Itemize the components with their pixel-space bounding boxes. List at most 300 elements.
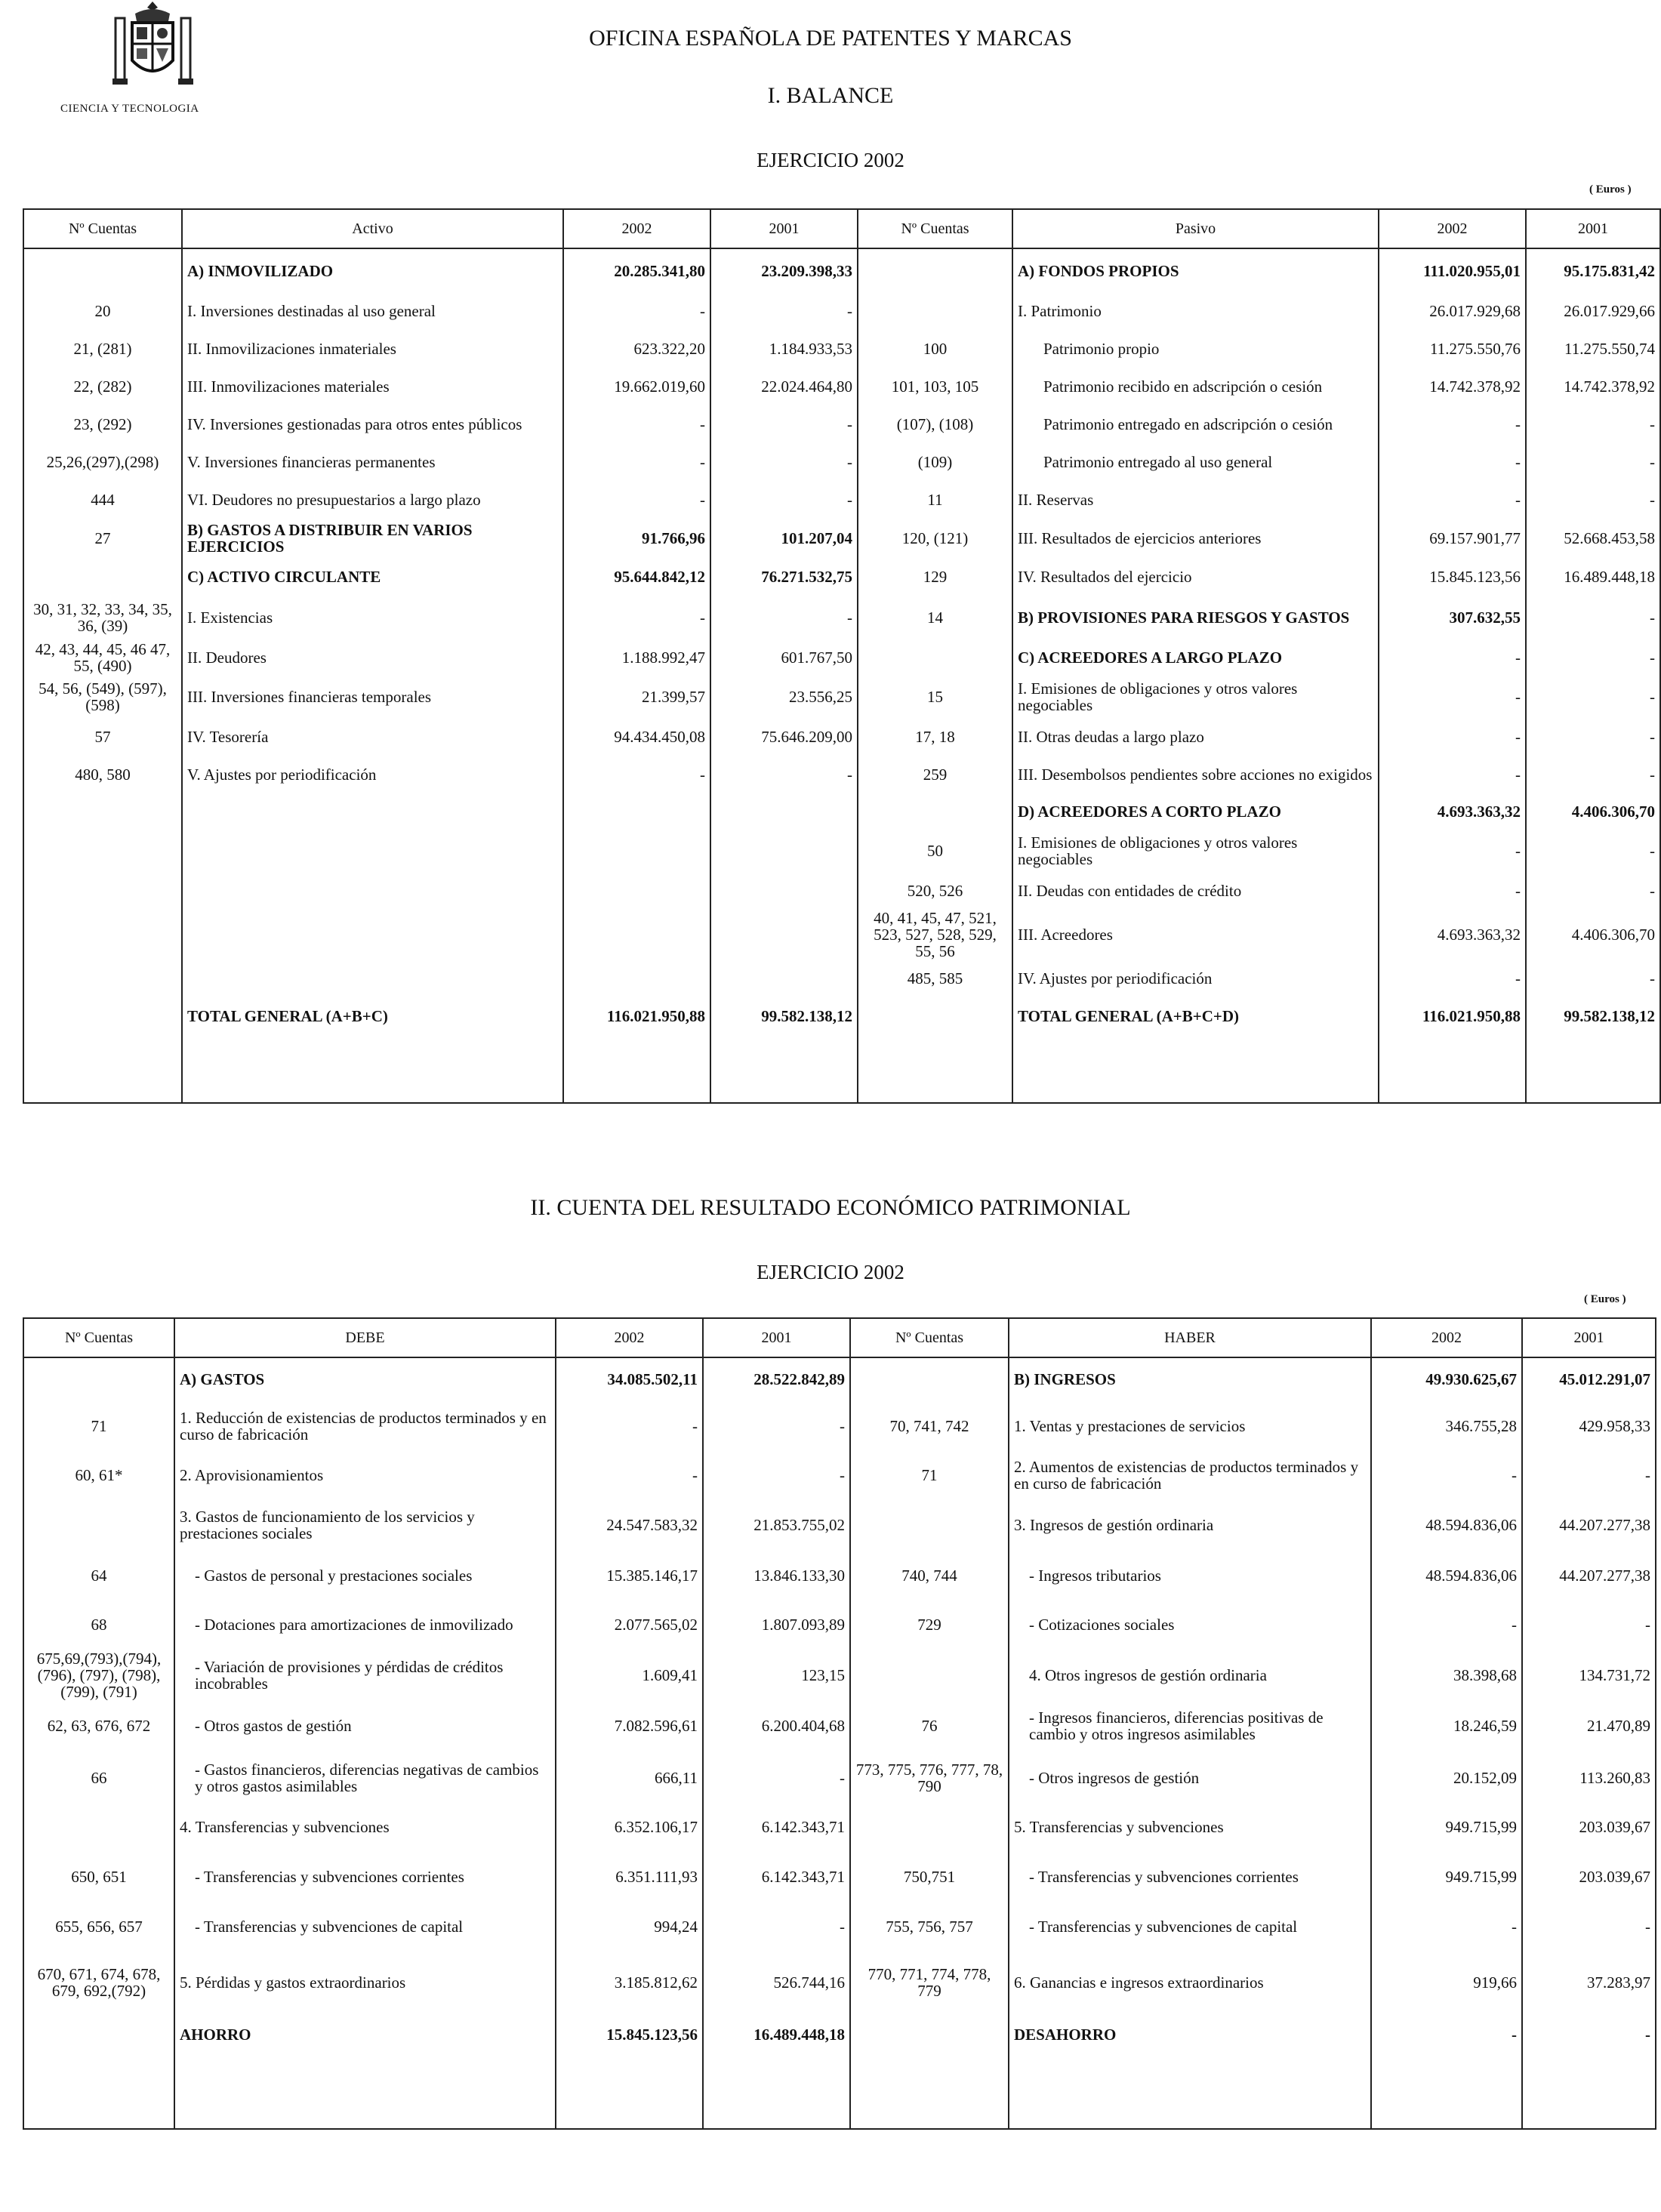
table-row <box>23 1650 1656 1700</box>
result-cell: 49.930.625,67 <box>1371 1357 1522 1400</box>
balance-cell: 69.157.901,77 <box>1379 519 1526 558</box>
balance-cell <box>23 793 182 830</box>
result-cell: 48.594.836,06 <box>1371 1552 1522 1599</box>
result-cell: 770, 771, 774, 778, 779 <box>850 1949 1009 2016</box>
balance-cell: 14.742.378,92 <box>1379 368 1526 405</box>
balance-header-cell: Nº Cuentas <box>23 209 182 248</box>
balance-title: I. BALANCE <box>767 83 894 108</box>
balance-cell: III. Acreedores <box>1012 910 1379 960</box>
balance-cell: II. Deudas con entidades de crédito <box>1012 872 1379 910</box>
balance-cell <box>563 872 710 910</box>
result-cell: 729 <box>850 1599 1009 1650</box>
table-row <box>23 2016 1656 2129</box>
result-cell: 38.398,68 <box>1371 1650 1522 1700</box>
result-cell: 6. Ganancias e ingresos extraordinarios <box>1009 1949 1371 2016</box>
balance-cell: 20 <box>23 292 182 330</box>
balance-cell: 20.285.341,80 <box>563 248 710 292</box>
balance-cell: V. Inversiones financieras permanentes <box>182 443 563 481</box>
balance-cell: 15.845.123,56 <box>1379 558 1526 596</box>
balance-cell: - <box>1526 443 1660 481</box>
balance-cell: II. Inmovilizaciones inmateriales <box>182 330 563 368</box>
balance-cell: 94.434.450,08 <box>563 718 710 756</box>
balance-cell <box>710 830 858 872</box>
balance-cell: 307.632,55 <box>1379 596 1526 639</box>
balance-cell: - <box>710 405 858 443</box>
result-cell: - Variación de provisiones y pérdidas de créditos incobrables <box>174 1650 556 1700</box>
balance-cell <box>858 639 1012 676</box>
balance-cell: I. Inversiones destinadas al uso general <box>182 292 563 330</box>
result-cell: 6.142.343,71 <box>703 1850 850 1904</box>
balance-cell: 116.021.950,88 <box>563 997 710 1103</box>
balance-cell: I. Patrimonio <box>1012 292 1379 330</box>
balance-cell: 623.322,20 <box>563 330 710 368</box>
result-cell: 203.039,67 <box>1522 1850 1656 1904</box>
result-cell: 21.853.755,02 <box>703 1498 850 1552</box>
balance-cell: D) ACREEDORES A CORTO PLAZO <box>1012 793 1379 830</box>
balance-cell: TOTAL GENERAL (A+B+C) <box>182 997 563 1103</box>
balance-cell: III. Resultados de ejercicios anteriores <box>1012 519 1379 558</box>
balance-cell <box>563 960 710 997</box>
result-cell: - <box>1522 1904 1656 1949</box>
result-cell: 18.246,59 <box>1371 1700 1522 1751</box>
result-cell <box>23 1357 174 1400</box>
balance-header-cell: 2002 <box>563 209 710 248</box>
balance-cell: 21.399,57 <box>563 676 710 718</box>
balance-cell: - <box>1379 756 1526 793</box>
balance-cell: 444 <box>23 481 182 519</box>
balance-cell: - <box>563 596 710 639</box>
balance-cell: Patrimonio entregado al uso general <box>1012 443 1379 481</box>
result-cell: - Gastos de personal y prestaciones sociales <box>174 1552 556 1599</box>
result-cell: 3. Gastos de funcionamiento de los servicios y prestaciones sociales <box>174 1498 556 1552</box>
balance-cell: - <box>1526 830 1660 872</box>
result-title: II. CUENTA DEL RESULTADO ECONÓMICO PATRIMONIAL <box>530 1195 1131 1220</box>
balance-cell: V. Ajustes por periodificación <box>182 756 563 793</box>
balance-cell: 16.489.448,18 <box>1526 558 1660 596</box>
result-cell: 994,24 <box>556 1904 703 1949</box>
balance-cell: Patrimonio recibido en adscripción o cesión <box>1012 368 1379 405</box>
table-row <box>23 960 1660 997</box>
balance-cell: III. Inmovilizaciones materiales <box>182 368 563 405</box>
balance-cell: III. Inversiones financieras temporales <box>182 676 563 718</box>
balance-cell: 23.556,25 <box>710 676 858 718</box>
balance-cell: 99.582.138,12 <box>1526 997 1660 1103</box>
balance-cell <box>23 910 182 960</box>
balance-cell: - <box>710 596 858 639</box>
result-cell: 650, 651 <box>23 1850 174 1904</box>
balance-cell <box>858 997 1012 1103</box>
table-row <box>23 1599 1656 1650</box>
table-row <box>23 1498 1656 1552</box>
balance-cell: 14 <box>858 596 1012 639</box>
balance-cell <box>23 997 182 1103</box>
balance-header-cell: 2001 <box>710 209 858 248</box>
result-cell: 20.152,09 <box>1371 1751 1522 1804</box>
result-cell: 949.715,99 <box>1371 1804 1522 1850</box>
balance-table <box>23 208 1661 1104</box>
table-row <box>23 292 1660 330</box>
result-cell: 44.207.277,38 <box>1522 1498 1656 1552</box>
result-cell: - Cotizaciones sociales <box>1009 1599 1371 1650</box>
table-row <box>23 793 1660 830</box>
balance-cell: III. Desembolsos pendientes sobre acciones no exigidos <box>1012 756 1379 793</box>
result-cell: 429.958,33 <box>1522 1400 1656 1453</box>
balance-cell: IV. Ajustes por periodificación <box>1012 960 1379 997</box>
result-exercise: EJERCICIO 2002 <box>757 1261 904 1283</box>
balance-cell: 111.020.955,01 <box>1379 248 1526 292</box>
result-cell: 62, 63, 676, 672 <box>23 1700 174 1751</box>
result-cell: 346.755,28 <box>1371 1400 1522 1453</box>
table-row <box>23 1400 1656 1453</box>
result-cell: A) GASTOS <box>174 1357 556 1400</box>
table-row <box>23 718 1660 756</box>
balance-cell <box>563 910 710 960</box>
balance-cell: C) ACREEDORES A LARGO PLAZO <box>1012 639 1379 676</box>
result-units: ( Euros ) <box>1584 1293 1626 1305</box>
result-cell: 919,66 <box>1371 1949 1522 2016</box>
balance-cell: 30, 31, 32, 33, 34, 35, 36, (39) <box>23 596 182 639</box>
balance-cell: - <box>563 481 710 519</box>
result-cell: 15.385.146,17 <box>556 1552 703 1599</box>
result-cell: - <box>1522 1599 1656 1650</box>
table-row <box>23 558 1660 596</box>
balance-cell: 101, 103, 105 <box>858 368 1012 405</box>
result-cell: 6.200.404,68 <box>703 1700 850 1751</box>
result-cell: - <box>1371 1599 1522 1650</box>
result-cell: 71 <box>23 1400 174 1453</box>
result-cell: - Ingresos tributarios <box>1009 1552 1371 1599</box>
balance-cell: 27 <box>23 519 182 558</box>
result-cell: AHORRO <box>174 2016 556 2129</box>
result-cell: 1. Ventas y prestaciones de servicios <box>1009 1400 1371 1453</box>
balance-cell: 4.406.306,70 <box>1526 910 1660 960</box>
balance-cell: - <box>1379 718 1526 756</box>
result-cell: 670, 671, 674, 678, 679, 692,(792) <box>23 1949 174 2016</box>
result-cell: 4. Transferencias y subvenciones <box>174 1804 556 1850</box>
balance-cell: VI. Deudores no presupuestarios a largo plazo <box>182 481 563 519</box>
result-header-cell: 2002 <box>1371 1318 1522 1357</box>
result-cell: 1.807.093,89 <box>703 1599 850 1650</box>
balance-cell: 25,26,(297),(298) <box>23 443 182 481</box>
balance-cell: 480, 580 <box>23 756 182 793</box>
result-cell <box>23 1804 174 1850</box>
balance-cell: 95.175.831,42 <box>1526 248 1660 292</box>
result-cell: 134.731,72 <box>1522 1650 1656 1700</box>
balance-cell: I. Emisiones de obligaciones y otros valores negociables <box>1012 830 1379 872</box>
balance-cell <box>710 910 858 960</box>
result-cell: - Otros gastos de gestión <box>174 1700 556 1751</box>
balance-cell: 17, 18 <box>858 718 1012 756</box>
result-cell: 949.715,99 <box>1371 1850 1522 1904</box>
result-cell: 2. Aprovisionamientos <box>174 1453 556 1498</box>
result-header-cell: HABER <box>1009 1318 1371 1357</box>
table-row <box>23 330 1660 368</box>
result-cell: 28.522.842,89 <box>703 1357 850 1400</box>
balance-cell: 100 <box>858 330 1012 368</box>
table-row <box>23 1904 1656 1949</box>
balance-cell: 1.188.992,47 <box>563 639 710 676</box>
balance-cell: IV. Tesorería <box>182 718 563 756</box>
balance-cell: - <box>1379 830 1526 872</box>
result-cell: - Transferencias y subvenciones corrientes <box>174 1850 556 1904</box>
result-cell: 15.845.123,56 <box>556 2016 703 2129</box>
result-cell: 740, 744 <box>850 1552 1009 1599</box>
result-cell: 13.846.133,30 <box>703 1552 850 1599</box>
balance-cell: Patrimonio propio <box>1012 330 1379 368</box>
balance-cell: 99.582.138,12 <box>710 997 858 1103</box>
table-row <box>23 481 1660 519</box>
result-table <box>23 1317 1656 2130</box>
balance-cell: I. Emisiones de obligaciones y otros valores negociables <box>1012 676 1379 718</box>
balance-cell: Patrimonio entregado en adscripción o cesión <box>1012 405 1379 443</box>
result-cell: - Transferencias y subvenciones corrientes <box>1009 1850 1371 1904</box>
result-cell: 37.283,97 <box>1522 1949 1656 2016</box>
balance-cell: 95.644.842,12 <box>563 558 710 596</box>
result-cell: 750,751 <box>850 1850 1009 1904</box>
balance-cell <box>23 960 182 997</box>
balance-cell: II. Deudores <box>182 639 563 676</box>
result-cell: 64 <box>23 1552 174 1599</box>
table-row <box>23 997 1660 1103</box>
balance-cell: - <box>563 292 710 330</box>
balance-cell: 4.693.363,32 <box>1379 910 1526 960</box>
result-cell: 71 <box>850 1453 1009 1498</box>
balance-cell: II. Reservas <box>1012 481 1379 519</box>
balance-exercise: EJERCICIO 2002 <box>757 149 904 171</box>
balance-cell: - <box>1379 443 1526 481</box>
result-cell: - Otros ingresos de gestión <box>1009 1751 1371 1804</box>
balance-cell: 259 <box>858 756 1012 793</box>
result-cell: 3. Ingresos de gestión ordinaria <box>1009 1498 1371 1552</box>
balance-cell: B) PROVISIONES PARA RIESGOS Y GASTOS <box>1012 596 1379 639</box>
table-row <box>23 1700 1656 1751</box>
balance-cell: 54, 56, (549), (597), (598) <box>23 676 182 718</box>
balance-cell: (107), (108) <box>858 405 1012 443</box>
balance-cell <box>182 830 563 872</box>
balance-cell <box>23 558 182 596</box>
result-cell: 6.142.343,71 <box>703 1804 850 1850</box>
balance-cell: 11 <box>858 481 1012 519</box>
table-row <box>23 405 1660 443</box>
result-cell: - <box>1371 2016 1522 2129</box>
balance-cell <box>23 830 182 872</box>
ministry-name: CIENCIA Y TECNOLOGIA <box>60 103 199 115</box>
balance-cell: I. Existencias <box>182 596 563 639</box>
balance-units: ( Euros ) <box>1589 183 1632 196</box>
table-row <box>23 443 1660 481</box>
result-cell: 203.039,67 <box>1522 1804 1656 1850</box>
balance-cell <box>563 830 710 872</box>
balance-cell: TOTAL GENERAL (A+B+C+D) <box>1012 997 1379 1103</box>
balance-cell <box>182 960 563 997</box>
balance-cell: - <box>1526 639 1660 676</box>
balance-cell: 15 <box>858 676 1012 718</box>
result-cell: - <box>1371 1904 1522 1949</box>
balance-cell: - <box>563 756 710 793</box>
result-cell: 526.744,16 <box>703 1949 850 2016</box>
result-cell: DESAHORRO <box>1009 2016 1371 2129</box>
balance-cell: A) FONDOS PROPIOS <box>1012 248 1379 292</box>
result-cell <box>23 2016 174 2129</box>
balance-cell: - <box>1526 405 1660 443</box>
balance-cell: A) INMOVILIZADO <box>182 248 563 292</box>
balance-header-cell: 2001 <box>1526 209 1660 248</box>
result-cell: 60, 61* <box>23 1453 174 1498</box>
table-row <box>23 1453 1656 1498</box>
result-cell <box>850 1804 1009 1850</box>
result-cell: 70, 741, 742 <box>850 1400 1009 1453</box>
result-cell: 16.489.448,18 <box>703 2016 850 2129</box>
table-row <box>23 1751 1656 1804</box>
table-row <box>23 872 1660 910</box>
result-cell: 66 <box>23 1751 174 1804</box>
table-row <box>23 910 1660 960</box>
balance-cell: 485, 585 <box>858 960 1012 997</box>
balance-cell: IV. Resultados del ejercicio <box>1012 558 1379 596</box>
result-cell <box>850 1650 1009 1700</box>
result-cell: 755, 756, 757 <box>850 1904 1009 1949</box>
result-cell: 6.352.106,17 <box>556 1804 703 1850</box>
balance-cell: 120, (121) <box>858 519 1012 558</box>
balance-cell: 40, 41, 45, 47, 521, 523, 527, 528, 529, 55, 56 <box>858 910 1012 960</box>
balance-cell: - <box>563 405 710 443</box>
balance-cell: - <box>1526 676 1660 718</box>
balance-cell <box>858 248 1012 292</box>
balance-cell: 1.184.933,53 <box>710 330 858 368</box>
balance-cell <box>182 872 563 910</box>
balance-cell: 23.209.398,33 <box>710 248 858 292</box>
result-cell: 4. Otros ingresos de gestión ordinaria <box>1009 1650 1371 1700</box>
result-header-cell: 2002 <box>556 1318 703 1357</box>
result-cell: 7.082.596,61 <box>556 1700 703 1751</box>
result-cell: 1. Reducción de existencias de productos terminados y en curso de fabricación <box>174 1400 556 1453</box>
balance-cell <box>858 793 1012 830</box>
balance-cell: - <box>563 443 710 481</box>
balance-cell: 601.767,50 <box>710 639 858 676</box>
result-cell: 1.609,41 <box>556 1650 703 1700</box>
balance-cell <box>23 248 182 292</box>
balance-cell: 116.021.950,88 <box>1379 997 1526 1103</box>
result-cell: 5. Pérdidas y gastos extraordinarios <box>174 1949 556 2016</box>
balance-cell: 129 <box>858 558 1012 596</box>
result-cell: 5. Transferencias y subvenciones <box>1009 1804 1371 1850</box>
balance-cell: 50 <box>858 830 1012 872</box>
balance-cell: 76.271.532,75 <box>710 558 858 596</box>
balance-cell: 91.766,96 <box>563 519 710 558</box>
result-cell <box>850 1498 1009 1552</box>
balance-cell: 11.275.550,74 <box>1526 330 1660 368</box>
balance-cell: - <box>1379 676 1526 718</box>
balance-cell: B) GASTOS A DISTRIBUIR EN VARIOS EJERCICIOS <box>182 519 563 558</box>
result-cell: - <box>556 1400 703 1453</box>
table-row <box>23 519 1660 558</box>
balance-cell: - <box>1526 960 1660 997</box>
result-cell: 666,11 <box>556 1751 703 1804</box>
balance-cell: 4.693.363,32 <box>1379 793 1526 830</box>
result-cell: - Ingresos financieros, diferencias positivas de cambio y otros ingresos asimilables <box>1009 1700 1371 1751</box>
result-cell: 3.185.812,62 <box>556 1949 703 2016</box>
result-header-cell: Nº Cuentas <box>850 1318 1009 1357</box>
result-cell: - <box>1522 2016 1656 2129</box>
result-cell: - <box>1371 1453 1522 1498</box>
result-cell: 76 <box>850 1700 1009 1751</box>
result-cell: - Dotaciones para amortizaciones de inmovilizado <box>174 1599 556 1650</box>
result-cell: B) INGRESOS <box>1009 1357 1371 1400</box>
result-cell: - <box>703 1751 850 1804</box>
balance-cell: - <box>710 481 858 519</box>
balance-cell <box>858 292 1012 330</box>
balance-cell: II. Otras deudas a largo plazo <box>1012 718 1379 756</box>
office-title: OFICINA ESPAÑOLA DE PATENTES Y MARCAS <box>589 26 1072 51</box>
balance-cell: - <box>710 443 858 481</box>
balance-cell: 57 <box>23 718 182 756</box>
balance-cell: 101.207,04 <box>710 519 858 558</box>
result-header-cell: 2001 <box>1522 1318 1656 1357</box>
table-row <box>23 676 1660 718</box>
balance-cell <box>563 793 710 830</box>
balance-cell: 21, (281) <box>23 330 182 368</box>
balance-cell: - <box>1379 960 1526 997</box>
result-cell: 655, 656, 657 <box>23 1904 174 1949</box>
result-cell: 68 <box>23 1599 174 1650</box>
balance-cell: C) ACTIVO CIRCULANTE <box>182 558 563 596</box>
result-cell: 44.207.277,38 <box>1522 1552 1656 1599</box>
result-cell: - <box>703 1904 850 1949</box>
result-cell: 21.470,89 <box>1522 1700 1656 1751</box>
balance-cell <box>710 793 858 830</box>
result-cell: 113.260,83 <box>1522 1751 1656 1804</box>
balance-cell: - <box>1379 639 1526 676</box>
balance-cell: 11.275.550,76 <box>1379 330 1526 368</box>
result-cell: - Transferencias y subvenciones de capital <box>174 1904 556 1949</box>
balance-cell: 14.742.378,92 <box>1526 368 1660 405</box>
result-cell <box>850 1357 1009 1400</box>
balance-cell: 26.017.929,68 <box>1379 292 1526 330</box>
result-cell: 2.077.565,02 <box>556 1599 703 1650</box>
balance-cell: - <box>1526 872 1660 910</box>
balance-cell: 26.017.929,66 <box>1526 292 1660 330</box>
result-header-cell: DEBE <box>174 1318 556 1357</box>
balance-cell: 23, (292) <box>23 405 182 443</box>
result-cell: - Transferencias y subvenciones de capital <box>1009 1904 1371 1949</box>
balance-cell: IV. Inversiones gestionadas para otros entes públicos <box>182 405 563 443</box>
table-row <box>23 756 1660 793</box>
balance-cell: 52.668.453,58 <box>1526 519 1660 558</box>
balance-header-cell: 2002 <box>1379 209 1526 248</box>
balance-cell: - <box>1379 872 1526 910</box>
balance-cell: - <box>1526 596 1660 639</box>
result-cell: 48.594.836,06 <box>1371 1498 1522 1552</box>
table-row <box>23 1804 1656 1850</box>
table-row <box>23 1357 1656 1400</box>
table-row <box>23 830 1660 872</box>
balance-cell <box>710 872 858 910</box>
balance-header-cell: Pasivo <box>1012 209 1379 248</box>
result-cell: 123,15 <box>703 1650 850 1700</box>
balance-cell: (109) <box>858 443 1012 481</box>
table-row <box>23 1949 1656 2016</box>
balance-cell: - <box>1526 756 1660 793</box>
result-cell: - <box>556 1453 703 1498</box>
balance-cell <box>182 910 563 960</box>
balance-cell <box>710 960 858 997</box>
table-row <box>23 1552 1656 1599</box>
balance-cell: 22.024.464,80 <box>710 368 858 405</box>
result-cell: 6.351.111,93 <box>556 1850 703 1904</box>
result-cell: 675,69,(793),(794), (796), (797), (798), (799), (791) <box>23 1650 174 1700</box>
result-header-cell: 2001 <box>703 1318 850 1357</box>
result-cell: - <box>703 1400 850 1453</box>
